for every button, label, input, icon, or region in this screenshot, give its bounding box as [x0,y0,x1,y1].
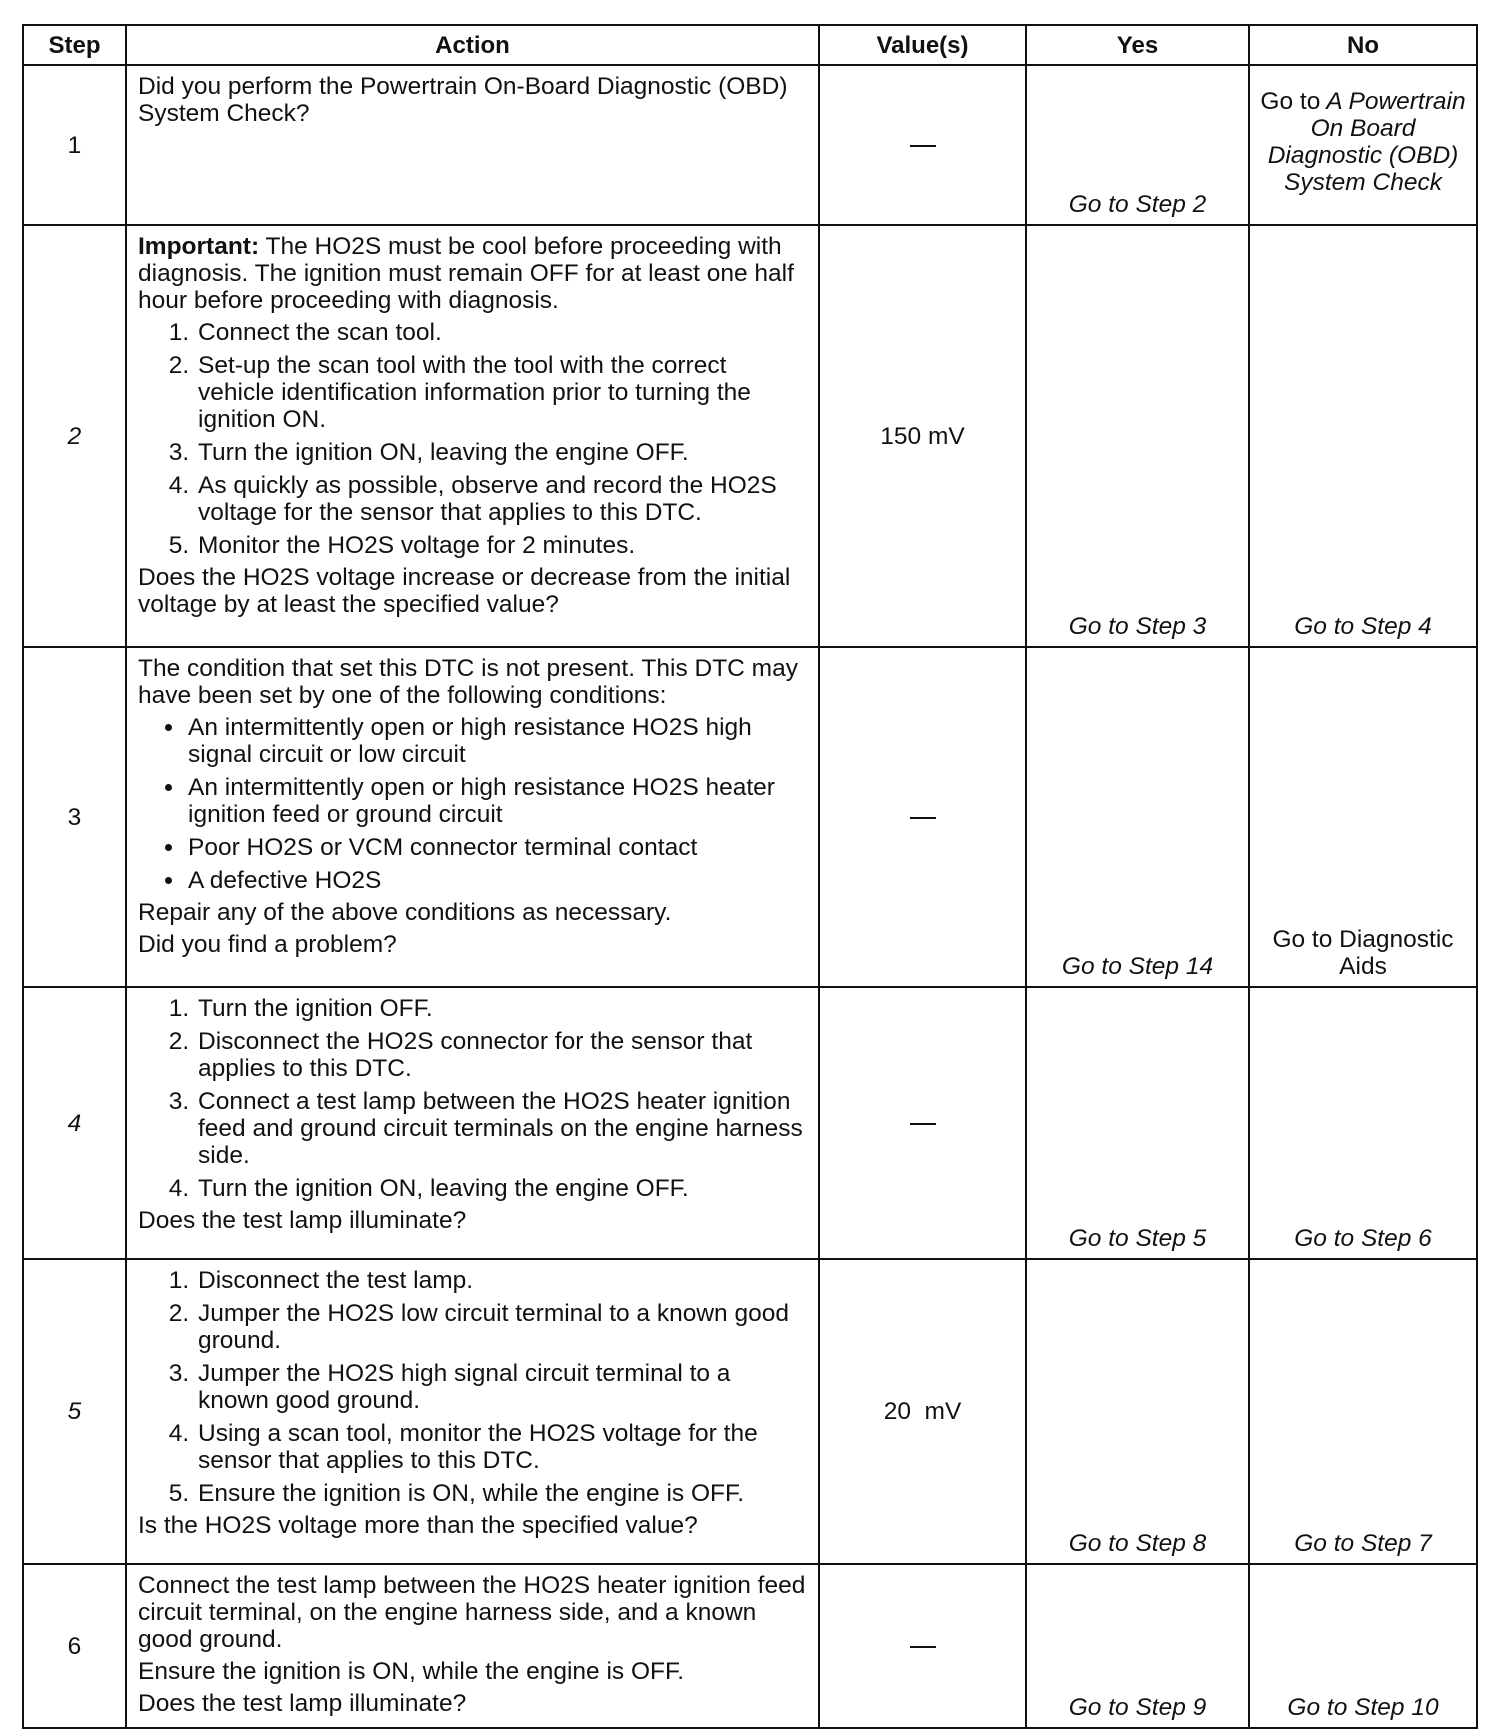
yes-cell: Go to Step 9 [1026,1564,1249,1728]
list-item: 4. Using a scan tool, monitor the HO2S voltage for the sensor that applies to this DTC. [196,1420,808,1474]
list-item: • An intermittently open or high resistance HO2S high signal circuit or low circuit [186,714,808,768]
list-item: 1. Turn the ignition OFF. [196,995,808,1022]
no-cell: Go to Step 6 [1249,987,1477,1259]
header-yes: Yes [1026,25,1249,65]
action-intro: The condition that set this DTC is not present. This DTC may have been set by one of the following conditions: [138,655,798,709]
important-label: Important: [138,233,260,260]
table-row-step-6 [23,1564,1477,1728]
action-cell [126,1564,819,1728]
step-number: 1 [23,65,126,225]
yes-cell: Go to Step 14 [1026,647,1249,987]
action-intro: Connect the test lamp between the HO2S heater ignition feed circuit terminal, on the engine harness side, and a known good ground. [138,1572,806,1653]
step-number: 5 [23,1259,126,1564]
numbered-steps [138,995,808,1202]
no-value-dash [910,1123,936,1125]
numbered-steps [138,319,808,559]
action-question: Is the HO2S voltage more than the specified value? [138,1512,698,1539]
step-number: 6 [23,1564,126,1728]
value-cell [819,1564,1026,1728]
header-no: No [1249,25,1477,65]
list-item: 1. Disconnect the test lamp. [196,1267,808,1294]
no-cell: Go to Step 10 [1249,1564,1477,1728]
value-cell: 150 mV [819,225,1026,647]
list-item: 2. Set-up the scan tool with the tool with the correct vehicle identification information prior to turning the ignition ON. [196,352,808,433]
value-cell [819,987,1026,1259]
action-cell [126,1259,819,1564]
list-item: 2. Jumper the HO2S low circuit terminal to a known good ground. [196,1300,808,1354]
value-cell [819,65,1026,225]
header-step: Step [23,25,126,65]
no-cell: Go to Step 4 [1249,225,1477,647]
action-cell [126,647,819,987]
no-cell: Go to Step 7 [1249,1259,1477,1564]
step-number: 2 [23,225,126,647]
table-row-step-1 [23,65,1477,225]
action-note: Ensure the ignition is ON, while the engine is OFF. [138,1658,685,1685]
list-item: 3. Turn the ignition ON, leaving the engine OFF. [196,439,808,466]
list-item: • A defective HO2S [186,867,808,894]
action-cell [126,65,819,225]
step-number: 4 [23,987,126,1259]
list-item: 4. Turn the ignition ON, leaving the engine OFF. [196,1175,808,1202]
no-cell [1249,65,1477,225]
no-value-dash [910,145,936,147]
action-question: Does the HO2S voltage increase or decrease from the initial voltage by at least the specified value? [138,564,791,618]
list-item: 3. Jumper the HO2S high signal circuit terminal to a known good ground. [196,1360,808,1414]
table-row-step-2 [23,225,1477,647]
action-question: Did you find a problem? [138,931,397,958]
no-value-dash [910,817,936,819]
yes-cell: Go to Step 2 [1026,65,1249,225]
header-values: Value(s) [819,25,1026,65]
important-note [138,233,808,314]
list-item: 5. Monitor the HO2S voltage for 2 minutes. [196,532,808,559]
table-header-row [23,25,1477,65]
action-question: Does the test lamp illuminate? [138,1690,467,1717]
diagnostic-table [22,24,1478,1729]
value-cell: 20 mV [819,1259,1026,1564]
table-row-step-3 [23,647,1477,987]
action-question: Does the test lamp illuminate? [138,1207,467,1234]
no-prefix: Go to [1260,88,1321,115]
no-value-dash [910,1646,936,1648]
list-item: 5. Ensure the ignition is ON, while the engine is OFF. [196,1480,808,1507]
header-action: Action [126,25,819,65]
step-number: 3 [23,647,126,987]
list-item: • Poor HO2S or VCM connector terminal contact [186,834,808,861]
important-text: The HO2S must be cool before proceeding with diagnosis. The ignition must remain OFF for at least one half hour before proceeding with diagnosis. [138,233,794,314]
action-cell [126,225,819,647]
value-cell [819,647,1026,987]
table-row-step-5 [23,1259,1477,1564]
list-item: 3. Connect a test lamp between the HO2S heater ignition feed and ground circuit terminals on the engine harness side. [196,1088,808,1169]
yes-cell: Go to Step 3 [1026,225,1249,647]
yes-cell: Go to Step 8 [1026,1259,1249,1564]
yes-cell: Go to Step 5 [1026,987,1249,1259]
list-item: 1. Connect the scan tool. [196,319,808,346]
action-note: Repair any of the above conditions as necessary. [138,899,672,926]
no-reference: A Powertrain On Board Diagnostic (OBD) System Check [1267,88,1466,196]
list-item: 2. Disconnect the HO2S connector for the sensor that applies to this DTC. [196,1028,808,1082]
table-row-step-4 [23,987,1477,1259]
condition-bullets [138,714,808,894]
list-item: 4. As quickly as possible, observe and record the HO2S voltage for the sensor that applies to this DTC. [196,472,808,526]
action-question: Did you perform the Powertrain On-Board Diagnostic (OBD) System Check? [138,73,788,127]
numbered-steps [138,1267,808,1507]
no-cell: Go to Diagnostic Aids [1249,647,1477,987]
action-cell [126,987,819,1259]
list-item: • An intermittently open or high resistance HO2S heater ignition feed or ground circuit [186,774,808,828]
